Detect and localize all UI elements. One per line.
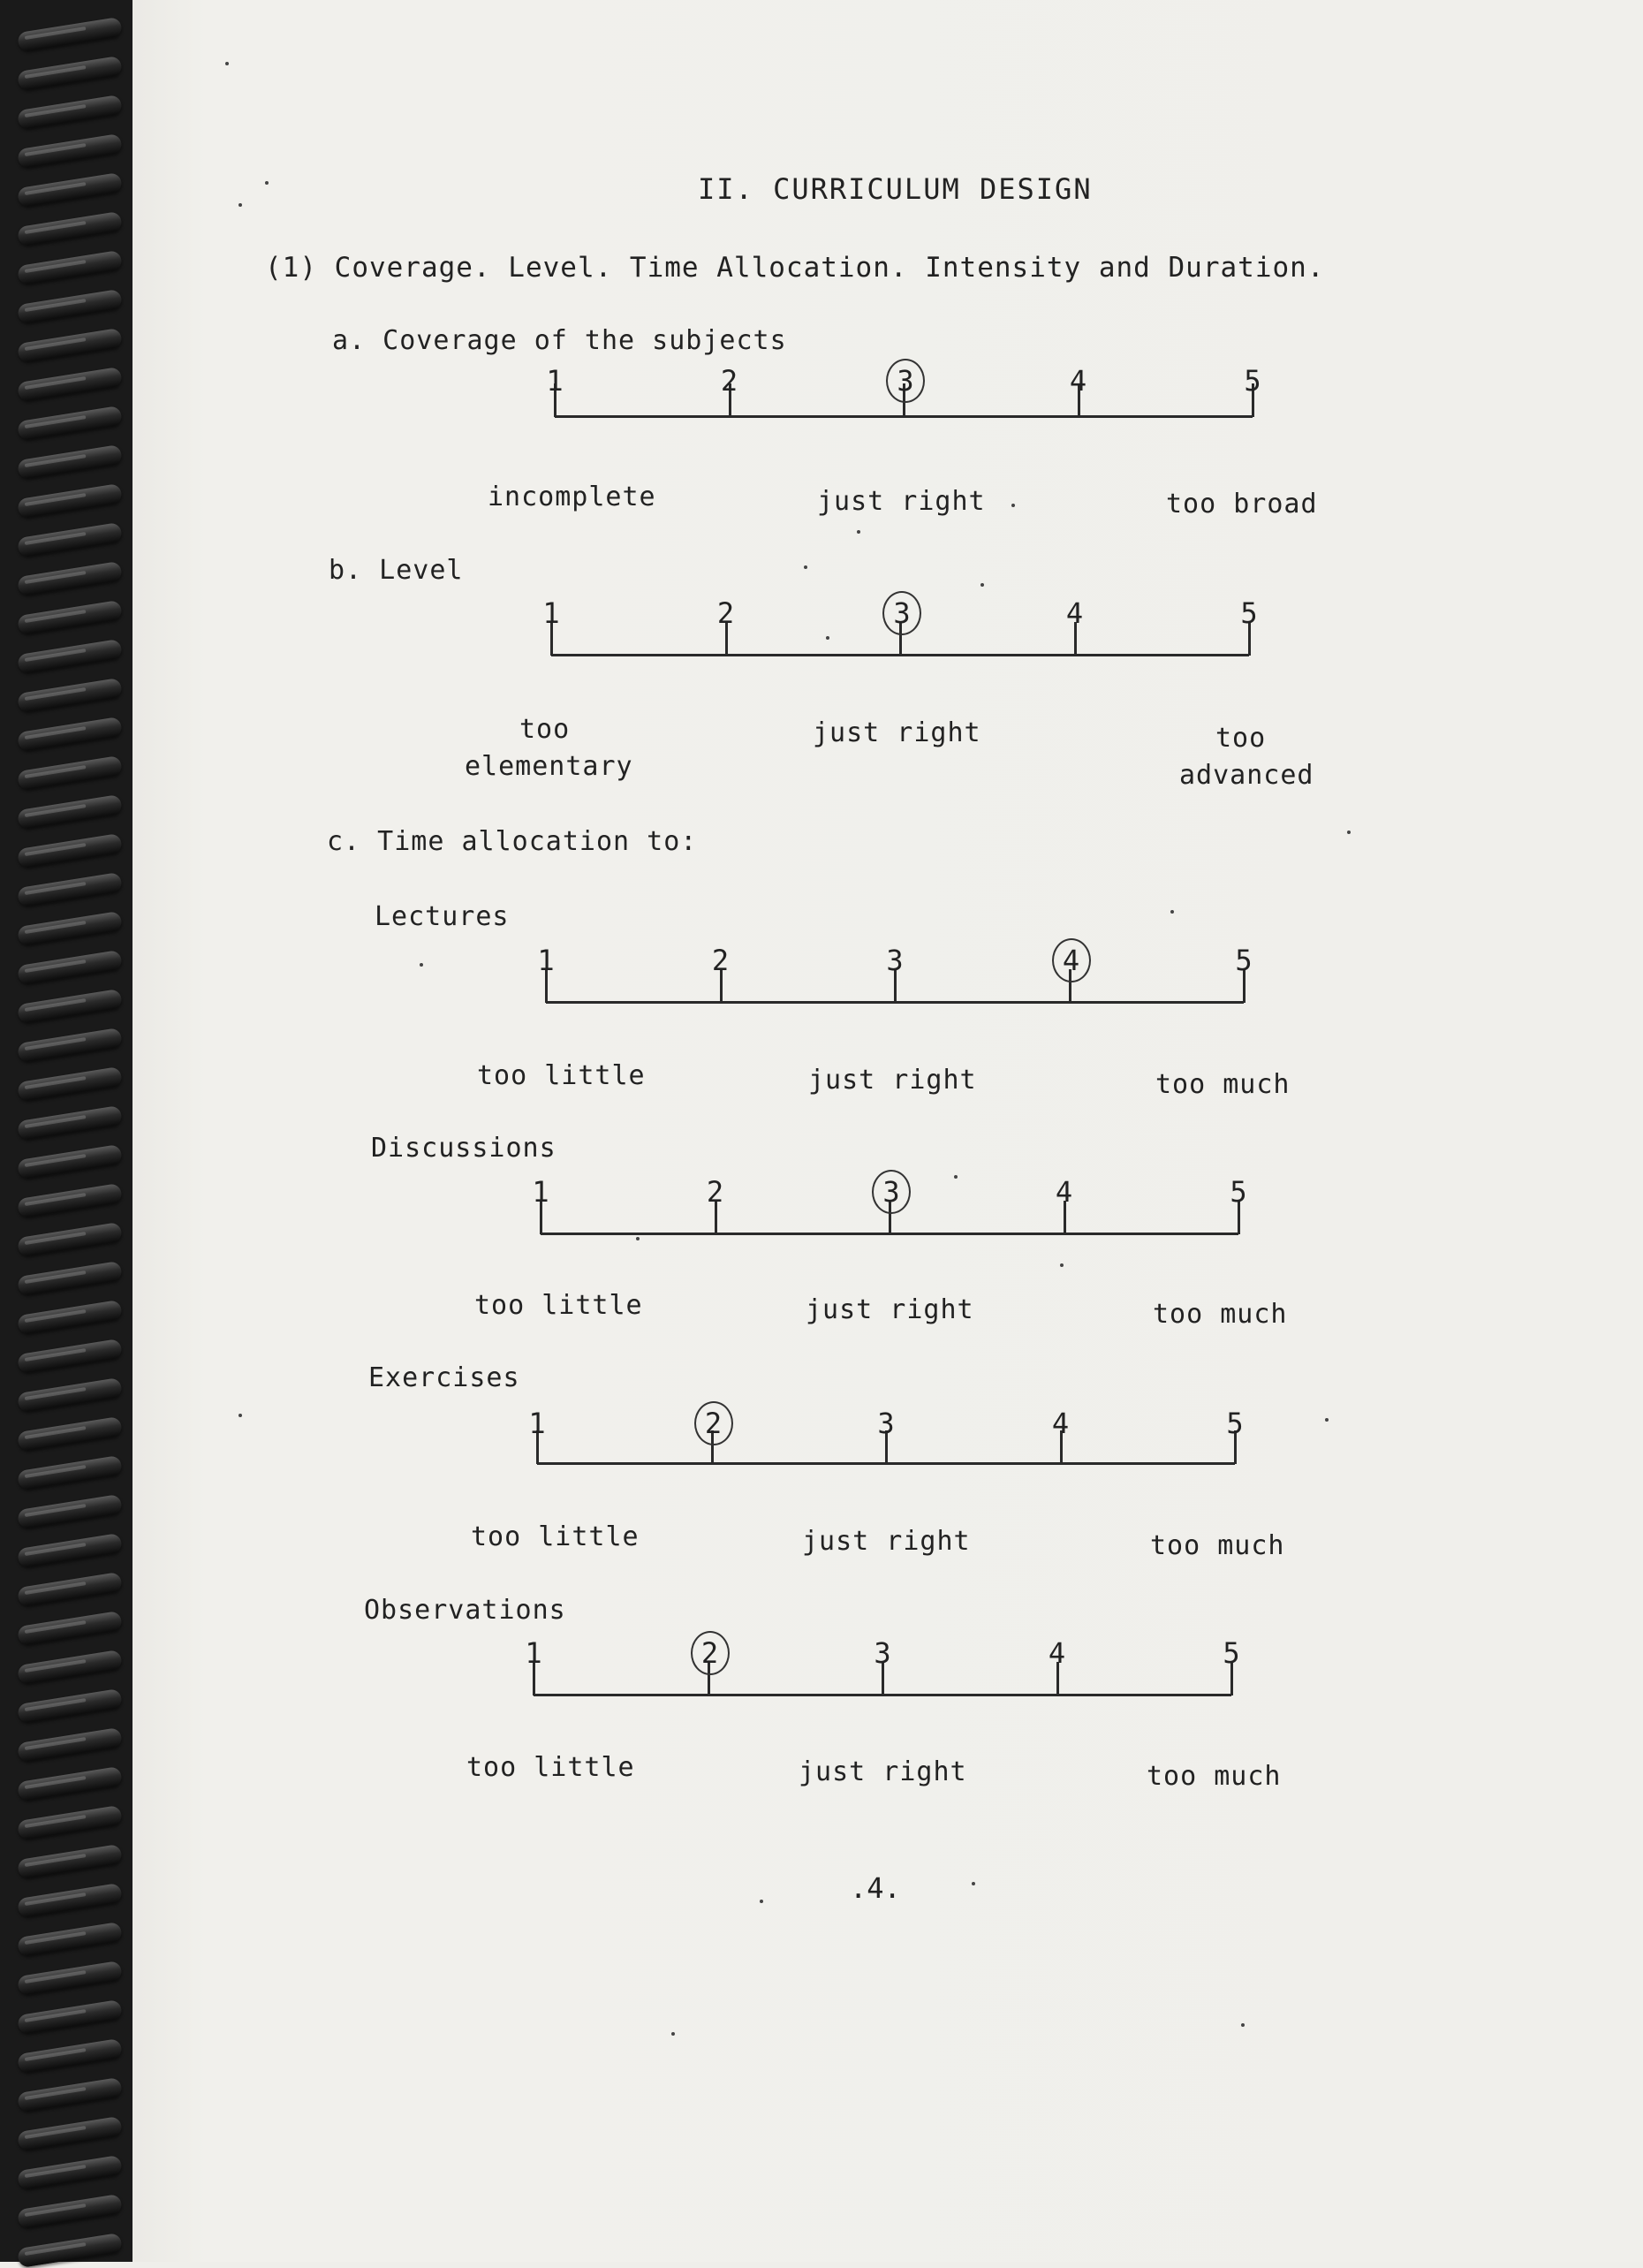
spiral-coil [17, 1183, 123, 1218]
speck [1241, 2023, 1245, 2027]
spiral-coil [17, 872, 123, 907]
lectures-label: Lectures [375, 901, 510, 932]
spiral-coil [17, 1222, 123, 1257]
spiral-coil [17, 1961, 123, 1996]
discussions-rating-number: 2 [706, 1175, 724, 1209]
lectures-anchor-middle: just right [808, 1065, 977, 1096]
speck [238, 1414, 242, 1417]
speck [636, 1237, 640, 1240]
observations-anchor-middle: just right [799, 1756, 967, 1787]
spiral-coil [17, 950, 123, 985]
lectures-rating-number: 3 [886, 944, 904, 977]
spiral-coil [17, 1805, 123, 1840]
speck [225, 62, 229, 65]
coverage-anchor-right: too broad [1166, 489, 1318, 520]
page-heading: II. CURRICULUM DESIGN [698, 172, 1093, 206]
observations-anchor-left: too little [466, 1752, 635, 1783]
spiral-coil [17, 444, 123, 480]
discussions-anchor-left: too little [474, 1290, 643, 1321]
speck [804, 565, 807, 569]
spiral-coil [17, 1066, 123, 1102]
spiral-coil [17, 678, 123, 713]
spiral-coil [17, 1883, 123, 1918]
spiral-coil [17, 1844, 123, 1879]
discussions-anchor-right: too much [1153, 1299, 1288, 1330]
speck [972, 1882, 975, 1885]
speck [826, 636, 829, 640]
spiral-coil [17, 172, 123, 208]
spiral-coil [17, 1339, 123, 1374]
spiral-coil [17, 1105, 123, 1141]
spiral-coil [17, 833, 123, 869]
spiral-coil [17, 1572, 123, 1607]
coverage-rating-number: 4 [1069, 364, 1087, 398]
spiral-coil [17, 911, 123, 946]
discussions-rating-number: 1 [532, 1175, 549, 1209]
spiral-coil [17, 2233, 123, 2268]
spiral-coil [17, 56, 123, 91]
level-rating-number: 2 [716, 596, 735, 630]
spiral-coil [17, 1416, 123, 1452]
exercises-rating-number: 3 [877, 1407, 895, 1440]
spiral-coil [17, 522, 123, 558]
lectures-anchor-right: too much [1155, 1069, 1291, 1100]
spiral-coil [17, 1727, 123, 1763]
spiral-coil [17, 1261, 123, 1296]
spiral-coil [17, 95, 123, 130]
observations-selected-rating: 2 [691, 1631, 730, 1675]
speck [980, 583, 984, 587]
speck [265, 181, 269, 185]
coverage-anchor-middle: just right [817, 486, 986, 517]
spiral-coil [17, 1533, 123, 1568]
exercises-anchor-right: too much [1150, 1530, 1285, 1561]
spiral-coil [17, 1455, 123, 1491]
speck [760, 1900, 763, 1903]
observations-anchor-right: too much [1147, 1761, 1282, 1792]
spiral-coil [17, 133, 123, 169]
spiral-coil [17, 250, 123, 285]
section-subheading: (1) Coverage. Level. Time Allocation. Intensity and Duration. [265, 252, 1325, 284]
coverage-selected-rating: 3 [886, 359, 925, 403]
spiral-coil [17, 1650, 123, 1685]
speck [1011, 504, 1015, 507]
discussions-rating-number: 5 [1230, 1175, 1247, 1209]
coverage-rating-number: 5 [1244, 364, 1261, 398]
spiral-coil [17, 289, 123, 324]
level-anchor-left-line1: too [519, 714, 571, 745]
observations-label: Observations [364, 1595, 566, 1626]
level-rating-number: 5 [1240, 596, 1258, 630]
speck [238, 203, 242, 207]
spiral-coil [17, 717, 123, 752]
spiral-coil [17, 794, 123, 830]
observations-rating-number: 5 [1223, 1636, 1240, 1670]
discussions-label: Discussions [371, 1133, 556, 1164]
spiral-coil [17, 2038, 123, 2074]
spiral-coil [17, 1377, 123, 1413]
spiral-coil [17, 1028, 123, 1063]
spiral-coil [17, 989, 123, 1024]
spiral-coil [17, 2077, 123, 2113]
observations-rating-number: 3 [874, 1636, 891, 1670]
discussions-anchor-middle: just right [806, 1294, 974, 1325]
level-anchor-middle: just right [813, 717, 981, 748]
spiral-coil [17, 17, 123, 52]
speck [1060, 1263, 1064, 1267]
spiral-coil [17, 1300, 123, 1335]
spiral-coil [17, 1688, 123, 1724]
exercises-rating-number: 5 [1226, 1407, 1244, 1440]
spiral-coil [17, 1611, 123, 1646]
coverage-rating-number: 1 [546, 364, 564, 398]
level-selected-rating: 3 [882, 591, 921, 635]
discussions-selected-rating: 3 [872, 1170, 911, 1214]
observations-rating-number: 4 [1048, 1636, 1066, 1670]
exercises-label: Exercises [368, 1362, 520, 1393]
level-label: b. Level [329, 555, 464, 586]
exercises-rating-number: 4 [1051, 1407, 1070, 1440]
spiral-coil [17, 211, 123, 247]
spiral-coil [17, 2155, 123, 2190]
coverage-rating-number: 2 [720, 364, 738, 398]
spiral-coil [17, 600, 123, 635]
page-number: .4. [850, 1871, 901, 1905]
speck [1170, 910, 1174, 914]
level-anchor-right-line1: too [1215, 723, 1267, 754]
lectures-anchor-left: too little [477, 1060, 646, 1091]
speck [857, 530, 860, 534]
speck [1347, 831, 1351, 834]
spiral-coil [17, 2194, 123, 2229]
spiral-coil [17, 1766, 123, 1802]
spiral-coil [17, 1922, 123, 1957]
level-anchor-left-line2: elementary [465, 751, 633, 782]
speck [420, 963, 423, 967]
observations-rating-number: 1 [525, 1636, 542, 1670]
time-allocation-label: c. Time allocation to: [327, 826, 698, 857]
spiral-coil [17, 406, 123, 441]
lectures-rating-number: 2 [711, 944, 730, 977]
spiral-coil [17, 328, 123, 363]
spiral-coil [17, 1999, 123, 2035]
exercises-anchor-left: too little [471, 1521, 640, 1552]
spiral-coil [17, 561, 123, 596]
spiral-coil [17, 2116, 123, 2151]
level-rating-number: 1 [542, 596, 560, 630]
spiral-coil [17, 483, 123, 519]
level-anchor-right-line2: advanced [1179, 760, 1314, 791]
spiral-coil [17, 367, 123, 402]
speck [1325, 1418, 1329, 1422]
speck [671, 2032, 675, 2036]
level-rating-number: 4 [1065, 596, 1084, 630]
discussions-rating-number: 4 [1055, 1175, 1073, 1209]
lectures-rating-number: 1 [537, 944, 555, 977]
spiral-binding [0, 0, 132, 2262]
exercises-anchor-middle: just right [802, 1526, 971, 1557]
lectures-rating-number: 5 [1235, 944, 1253, 977]
spiral-coil [17, 1494, 123, 1529]
spiral-coil [17, 1144, 123, 1180]
spiral-coil [17, 755, 123, 791]
coverage-anchor-left: incomplete [488, 482, 656, 512]
exercises-selected-rating: 2 [694, 1401, 733, 1445]
coverage-label: a. Coverage of the subjects [332, 325, 787, 356]
spiral-coil [17, 639, 123, 674]
speck [954, 1175, 958, 1179]
exercises-rating-number: 1 [528, 1407, 546, 1440]
lectures-selected-rating: 4 [1052, 938, 1091, 982]
